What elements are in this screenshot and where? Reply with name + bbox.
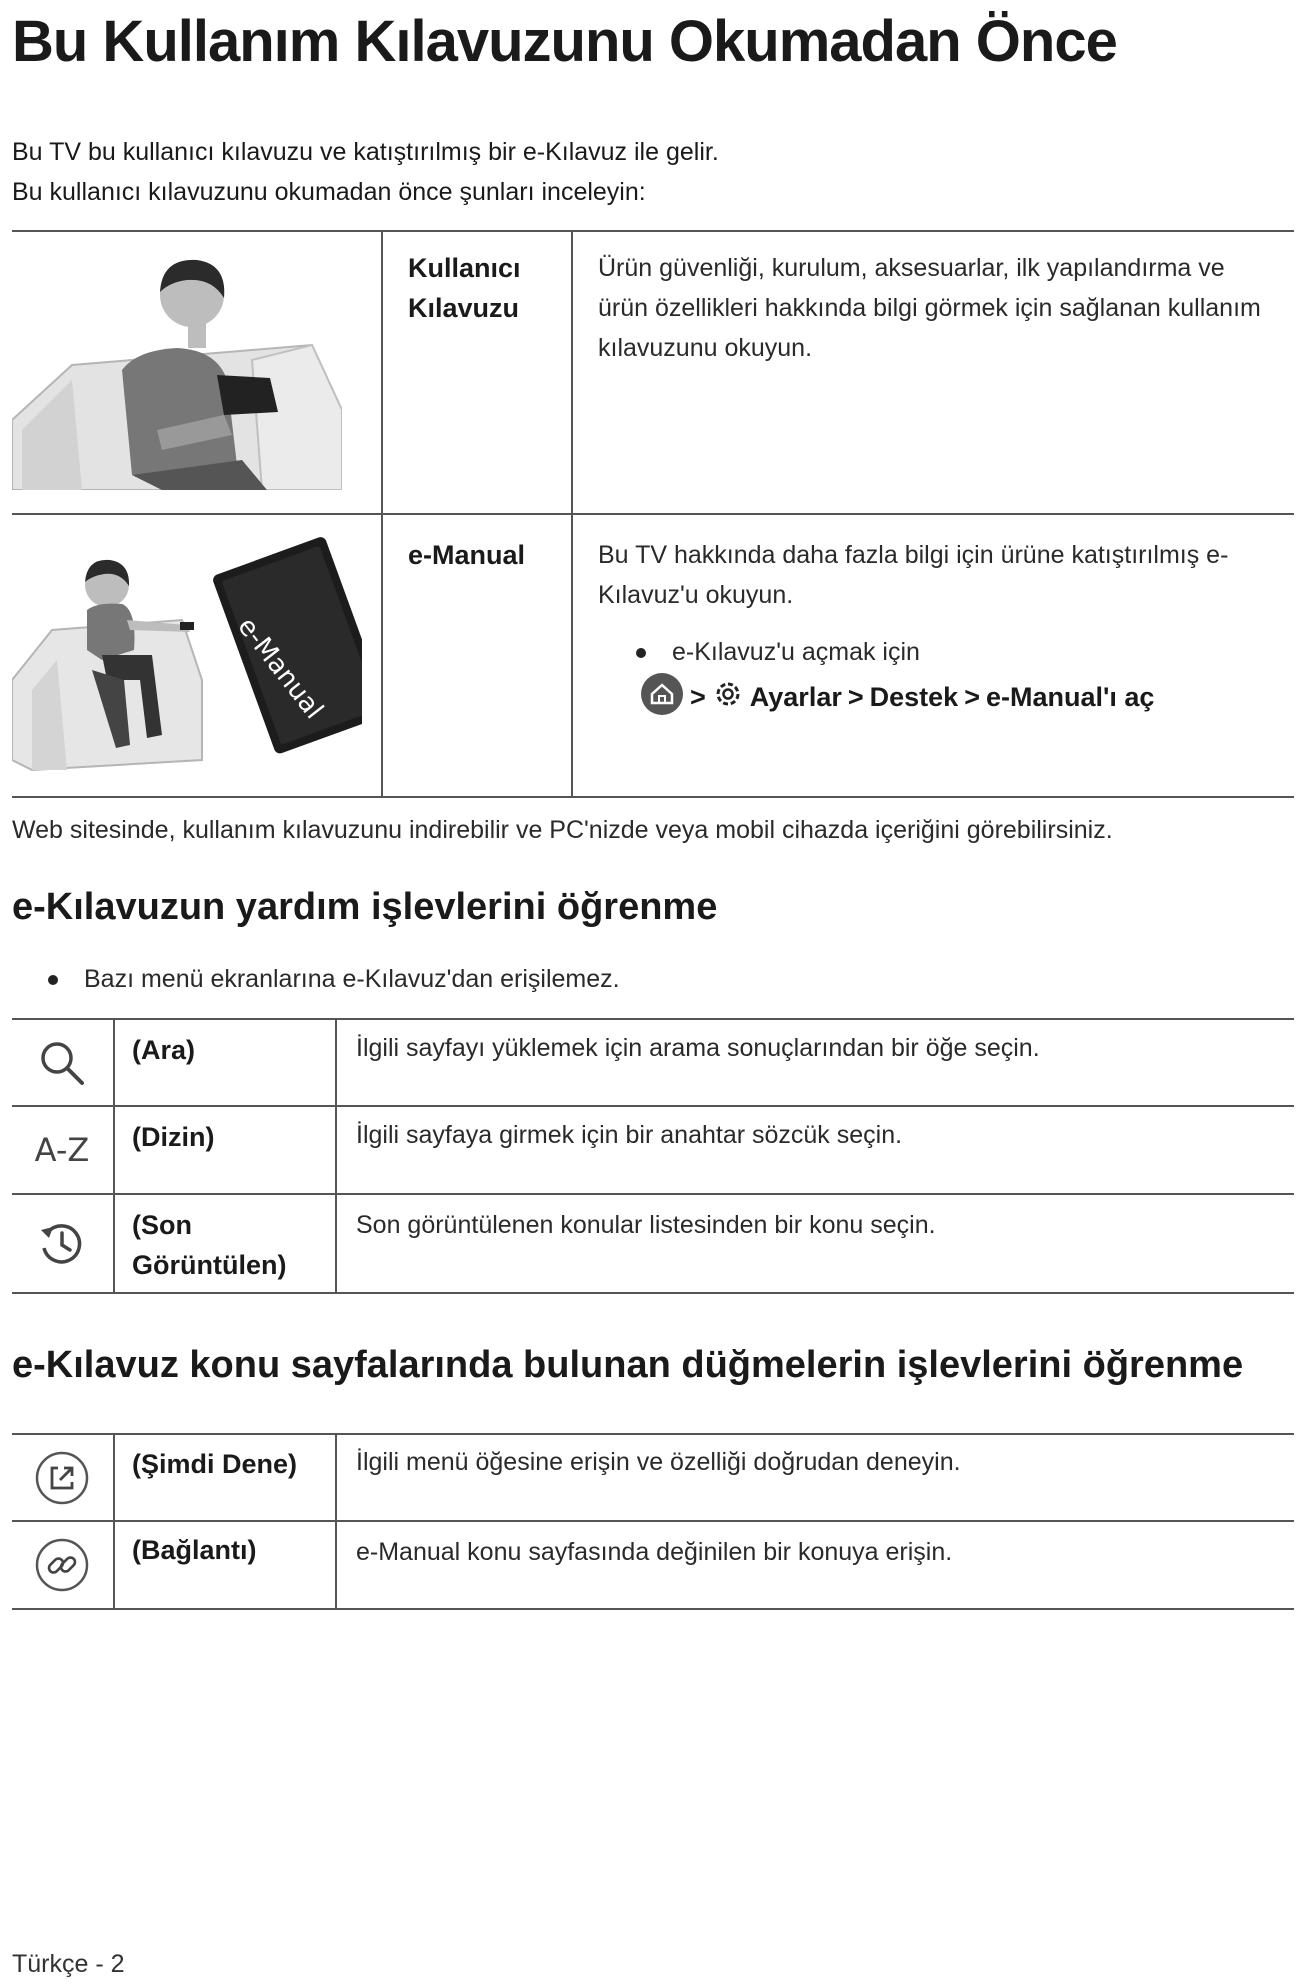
home-icon [640, 672, 684, 723]
emanual-illustration [12, 530, 362, 780]
link-icon [12, 1522, 112, 1608]
intro-line-2: Bu kullanıcı kılavuzunu okumadan önce şunları inceleyin: [12, 178, 646, 206]
table-divider [12, 1433, 1294, 1435]
column-divider [381, 230, 383, 798]
index-label: (Dizin) [132, 1122, 215, 1152]
column-divider [113, 1018, 115, 1294]
bullet-dot [48, 975, 58, 985]
table-divider [12, 1018, 1294, 1020]
emanual-description: Bu TV hakkında daha fazla bilgi için ürüne katıştırılmış e-Kılavuz'u okuyun. [598, 541, 1229, 609]
user-manual-description: Ürün güvenliği, kurulum, aksesuarlar, ilk yapılandırma ve ürün özellikleri hakkında bilgi görmek için sağlanan kullanım kılavuzunu okuyun. [598, 254, 1261, 362]
table-divider [12, 230, 1294, 232]
recent-description: Son görüntülenen konular listesinden bir konu seçin. [356, 1211, 936, 1239]
search-icon [12, 1020, 112, 1105]
path-separator: > [964, 682, 980, 712]
path-open-emanual: e-Manual'ı aç [985, 682, 1155, 712]
try-now-icon [12, 1435, 112, 1520]
emanual-label: e-Manual [408, 540, 526, 570]
link-description: e-Manual konu sayfasında değinilen bir konuya erişin. [356, 1538, 953, 1566]
table-divider [12, 513, 1294, 515]
column-divider [335, 1433, 337, 1610]
tv-screen-label: e-Manual [231, 612, 329, 725]
help-section-heading: e-Kılavuzun yardım işlevlerini öğrenme [12, 886, 718, 928]
buttons-section-heading: e-Kılavuz konu sayfalarında bulunan düğmelerin işlevlerini öğrenme [12, 1344, 1244, 1386]
a-z-icon: A-Z [34, 1131, 90, 1169]
search-label: (Ara) [132, 1035, 196, 1065]
table-divider [12, 1292, 1294, 1294]
table-divider [12, 1520, 1294, 1522]
try-now-label: (Şimdi Dene) [132, 1449, 298, 1479]
page-title: Bu Kullanım Kılavuzunu Okumadan Önce [12, 9, 1117, 74]
path-settings: Ayarlar [749, 682, 842, 712]
help-section-bullet: Bazı menü ekranlarına e-Kılavuz'dan erişilemez. [48, 965, 620, 994]
bullet-dot [636, 648, 646, 658]
emanual-menu-path [640, 672, 1154, 723]
table-divider [12, 796, 1294, 798]
user-manual-illustration [12, 250, 342, 490]
table-divider [12, 1105, 1294, 1107]
table-divider [12, 1608, 1294, 1610]
intro-line-1: Bu TV bu kullanıcı kılavuzu ve katıştırılmış bir e-Kılavuz ile gelir. [12, 138, 719, 166]
recent-label: (Son Görüntülen) [132, 1210, 287, 1280]
table-divider [12, 1193, 1294, 1195]
path-separator: > [847, 682, 864, 712]
link-label: (Bağlantı) [132, 1535, 257, 1565]
index-description: İlgili sayfaya girmek için bir anahtar sözcük seçin. [356, 1121, 903, 1149]
column-divider [335, 1018, 337, 1294]
path-support: Destek [869, 682, 959, 712]
web-note: Web sitesinde, kullanım kılavuzunu indirebilir ve PC'nizde veya mobil cihazda içeriğini görebilirsiniz. [12, 816, 1113, 844]
search-description: İlgili sayfayı yüklemek için arama sonuçlarından bir öğe seçin. [356, 1034, 1040, 1062]
settings-icon [712, 678, 744, 717]
page-footer: Türkçe - 2 [12, 1950, 125, 1978]
history-icon [12, 1195, 112, 1292]
try-now-description: İlgili menü öğesine erişin ve özelliği doğrudan deneyin. [356, 1448, 961, 1476]
path-separator: > [690, 682, 706, 712]
column-divider [571, 230, 573, 798]
user-manual-label: Kullanıcı Kılavuzu [408, 253, 521, 323]
column-divider [113, 1433, 115, 1610]
intro-text [12, 132, 719, 212]
emanual-bullet: e-Kılavuz'u açmak için [636, 638, 920, 667]
